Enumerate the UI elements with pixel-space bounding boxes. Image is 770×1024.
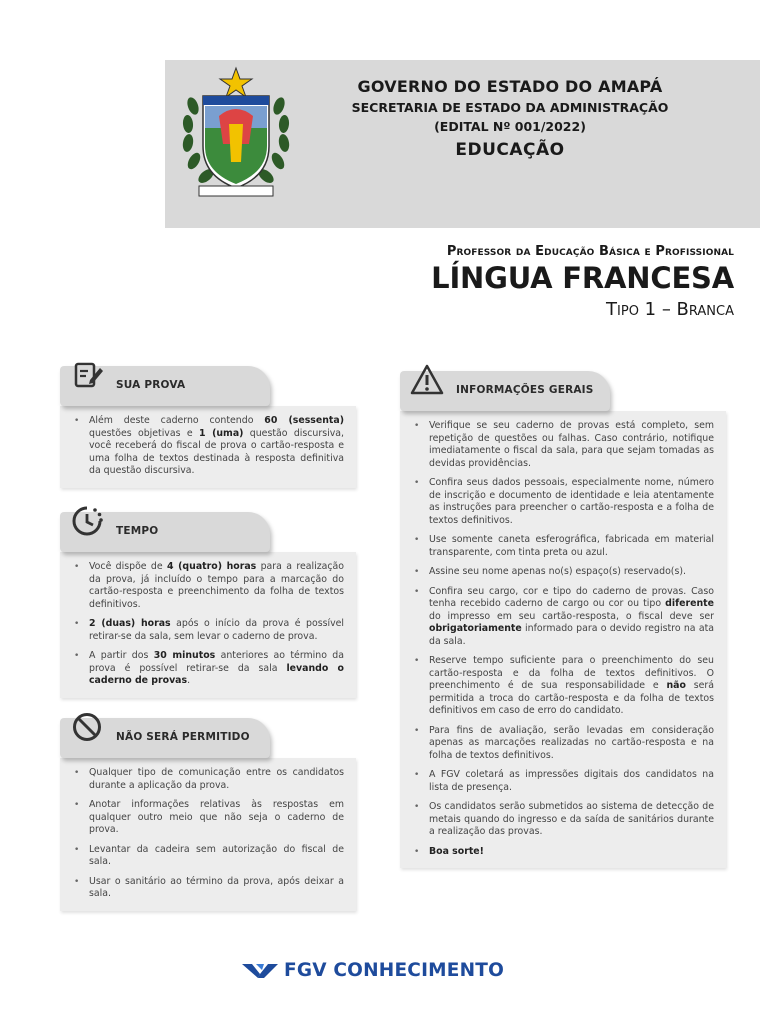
instruction-item [412,769,714,794]
exam-role-block [431,244,734,320]
body-text: Use somente caneta esferográfica, fabricada em material transparente, com tinta preta ou azul. [429,534,714,558]
body-text: Os candidatos serão submetidos ao sistema de detecção de metais quando do ingresso e da saída de sanitários durante a realização das provas. [429,801,714,837]
section-sua-prova [60,366,356,488]
emphasis-text: não [666,680,686,691]
section-tab [400,371,610,411]
section-nao-permitido [60,718,356,911]
government-name: GOVERNO DO ESTADO DO AMAPÁ [357,77,663,96]
section-panel [400,411,726,868]
instruction-item [412,655,714,718]
area-name: EDUCAÇÃO [455,140,565,160]
body-text: Além deste caderno contendo [89,415,265,426]
body-text: Qualquer tipo de comunicação entre os candidatos durante a aplicação da prova. [89,767,344,791]
exam-type: Tipo 1 – Branca [606,299,734,320]
section-title: TEMPO [116,525,159,537]
instruction-item [72,799,344,837]
emphasis-text: 2 (duas) horas [89,618,171,629]
instruction-item [412,725,714,763]
section-title: NÃO SERÁ PERMITIDO [116,731,250,743]
subject-title: LÍNGUA FRANCESA [431,261,734,295]
body-text: será permitida a troca do cartão-resposta e da folha de textos definitivos em caso de erro do candidato. [429,680,715,716]
instruction-item [412,420,714,470]
body-text: Levantar da cadeira sem autorização do fiscal de sala. [89,843,344,867]
instruction-item [412,477,714,527]
instruction-item [72,415,344,478]
warning-icon [410,363,444,397]
body-text: A partir dos [89,650,154,661]
body-text: Você dispõe de [89,561,167,572]
instruction-item [72,767,344,792]
section-panel [60,406,356,488]
instruction-item [72,844,344,869]
body-text: A FGV coletará as impressões digitais dos candidatos na lista de presença. [429,769,714,793]
instruction-item [72,876,344,901]
prohibited-icon [70,710,104,744]
emphasis-text: 4 (quatro) horas [167,561,257,572]
body-text: após o início da prova é possível retirar-se da sala, sem levar o caderno de prova. [89,618,344,642]
edit-document-icon [70,358,104,392]
edital-number: (EDITAL Nº 001/2022) [434,119,586,134]
instruction-item [72,650,344,688]
section-tab [60,718,270,758]
section-informacoes-gerais [400,371,726,868]
section-tab [60,366,270,406]
body-text: . [187,675,191,686]
emphasis-text: 60 (sessenta) [264,415,344,426]
emphasis-text: levando o caderno de provas [89,662,344,686]
header-banner [165,60,760,228]
body-text: Usar o sanitário ao término da prova, após deixar a sala. [89,875,344,899]
instruction-item [412,534,714,559]
section-panel [60,758,356,911]
body-text: questões objetivas e [89,427,199,439]
emphasis-text: obrigatoriamente [429,623,522,634]
instruction-item [412,566,714,579]
emphasis-text: 30 minutos [153,650,216,661]
clock-icon [70,504,104,538]
body-text: Para fins de avaliação, serão levadas em consideração apenas as marcações realizadas no cartão-resposta e na folha de textos definitivos. [429,724,714,761]
fgv-logo [242,958,504,982]
section-tab [60,512,270,552]
instruction-item [412,846,714,859]
section-title: INFORMAÇÕES GERAIS [456,384,594,396]
body-text: anteriores ao término da prova é possível retirar-se da sala [89,650,344,674]
body-text: Assine seu nome apenas no(s) espaço(s) reservado(s). [429,566,686,577]
body-text: Anotar informações relativas às respostas em qualquer outro meio que não seja o caderno de prova. [89,799,344,835]
instruction-item [412,586,714,649]
body-text: para a realização da prova, já incluído o tempo para a marcação do cartão-resposta e preenchimento da folha de textos definitivos. [89,561,344,610]
body-text: informado para o devido registro na ata da sala. [429,623,714,647]
instruction-item [72,561,344,611]
body-text: questão discursiva, você receberá do fiscal de prova o cartão-resposta e uma folha de textos destinada à resposta definitiva da questão discursiva. [89,427,344,476]
instruction-item [72,618,344,643]
body-text: do impresso em seu cartão-resposta, o fiscal deve ser [429,610,714,622]
section-title: SUA PROVA [116,379,186,391]
section-panel [60,552,356,698]
body-text: Confira seus dados pessoais, especialmente nome, número de inscrição e documento de identidade e leia atentamente as instruções para preencher o cartão-resposta e a folha de textos definitivos. [429,477,714,526]
instruction-item [412,801,714,839]
fgv-logo-text: FGV CONHECIMENTO [284,959,505,981]
body-text: Confira seu cargo, cor e tipo do caderno de provas. Caso tenha recebido caderno de cargo ou cor ou tipo [429,585,714,609]
coat-of-arms-icon [179,66,293,200]
emphasis-text: diferente [665,598,714,609]
emphasis-text: 1 (uma) [198,427,244,439]
position-title: Professor da Educação Básica e Profissional [446,244,734,259]
section-tempo [60,512,356,698]
emphasis-text: Boa sorte! [429,845,484,857]
body-text: Verifique se seu caderno de provas está completo, sem repetição de questões ou falhas. Caso contrário, notifique imediatamente o fiscal da sala, para que sejam tomadas as devidas providências. [429,420,714,469]
fgv-chevron-icon [242,961,278,979]
body-text: Reserve tempo suficiente para o preenchimento do seu cartão-resposta e da folha de textos definitivos. O preenchimento é de sua responsabilidade e [429,655,714,691]
secretariat-name: SECRETARIA DE ESTADO DA ADMINISTRAÇÃO [351,100,669,115]
